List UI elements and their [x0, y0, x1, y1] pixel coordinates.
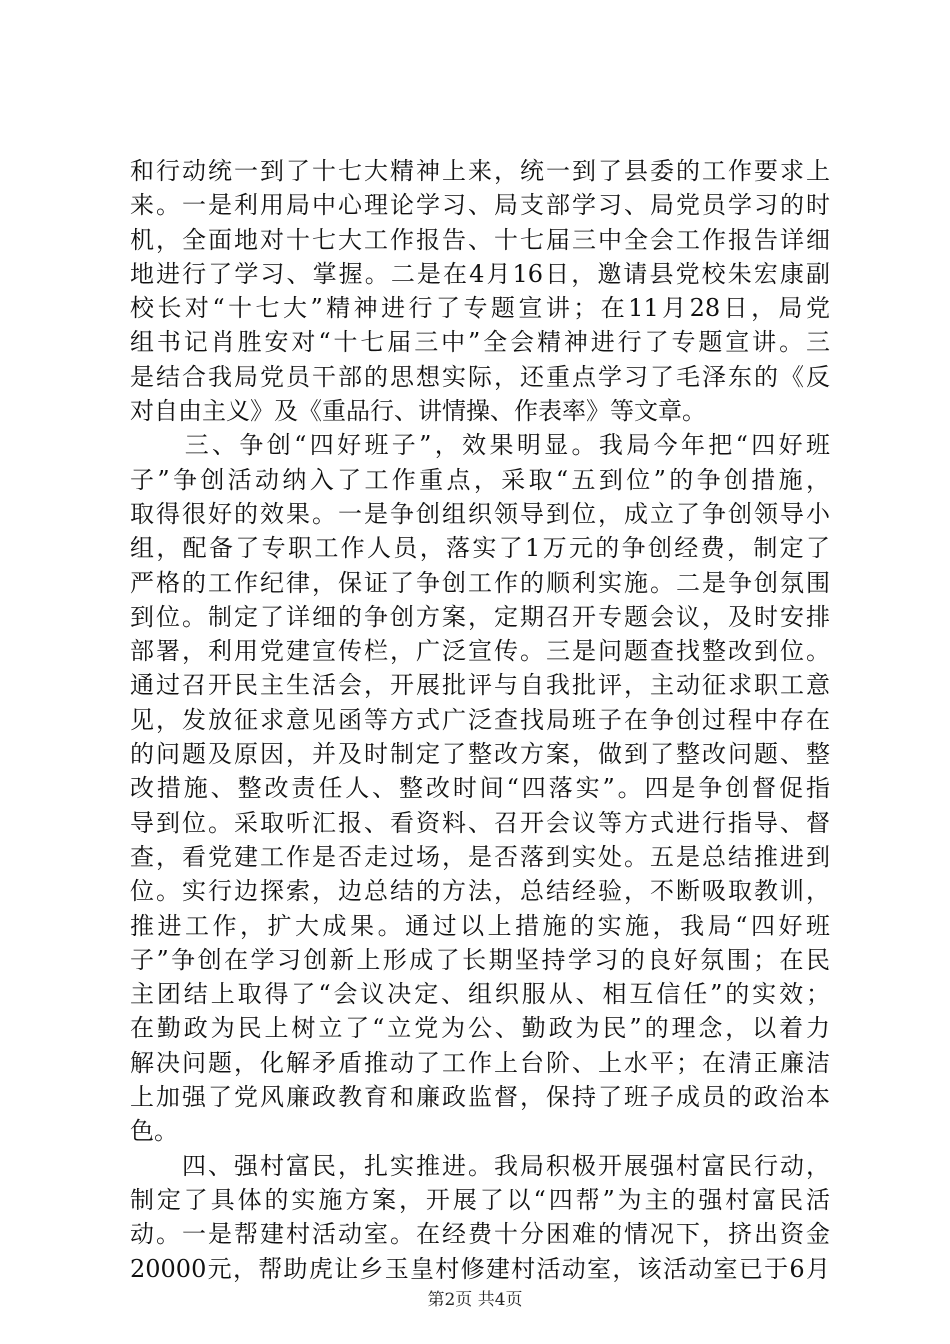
text-line: 四、强村富民，扎实推进。我局积极开展强村富民行动， — [130, 1151, 830, 1180]
text-line: 取得很好的效果。一是争创组织领导到位，成立了争创领导小 — [130, 499, 830, 528]
page-footer: 第2页 共4页 — [427, 1290, 523, 1310]
text-line: 色。 — [130, 1117, 178, 1146]
text-line: 组，配备了专职工作人员，落实了1万元的争创经费，制定了 — [130, 534, 830, 563]
text-line: 校长对“十七大”精神进行了专题宣讲；在11月28日，局党 — [130, 294, 830, 323]
text-line: 导到位。采取听汇报、看资料、召开会议等方式进行指导、督 — [130, 808, 830, 837]
text-line: 是结合我局党员干部的思想实际，还重点学习了毛泽东的《反 — [130, 362, 830, 391]
text-line: 组书记肖胜安对“十七届三中”全会精神进行了专题宣讲。三 — [130, 328, 830, 357]
text-line: 的问题及原因，并及时制定了整改方案，做到了整改问题、整 — [130, 740, 830, 769]
text-line: 子”争创活动纳入了工作重点，采取“五到位”的争创措施， — [130, 465, 830, 494]
text-line: 和行动统一到了十七大精神上来，统一到了县委的工作要求上 — [130, 157, 830, 185]
text-line: 严格的工作纪律，保证了争创工作的顺利实施。二是争创氛围 — [130, 568, 830, 597]
text-line: 部署，利用党建宣传栏，广泛宣传。三是问题查找整改到位。 — [130, 637, 830, 666]
text-line: 通过召开民主生活会，开展批评与自我批评，主动征求职工意 — [130, 671, 830, 700]
text-line: 地进行了学习、掌握。二是在4月16日，邀请县党校朱宏康副 — [130, 259, 830, 288]
text-line: 子”争创在学习创新上形成了长期坚持学习的良好氛围；在民 — [130, 945, 830, 974]
text-line: 解决问题，化解矛盾推动了工作上台阶、上水平；在清正廉洁 — [130, 1048, 830, 1077]
text-line: 到位。制定了详细的争创方案，定期召开专题会议，及时安排 — [130, 602, 830, 631]
text-line: 动。一是帮建村活动室。在经费十分困难的情况下，挤出资金 — [130, 1220, 830, 1249]
text-line: 见，发放征求意见函等方式广泛查找局班子在争创过程中存在 — [130, 705, 830, 734]
text-line: 位。实行边探索，边总结的方法，总结经验，不断吸取教训， — [130, 877, 830, 906]
text-line: 来。一是利用局中心理论学习、局支部学习、局党员学习的时 — [130, 191, 830, 220]
text-line: 制定了具体的实施方案，开展了以“四帮”为主的强村富民活 — [130, 1185, 830, 1214]
text-line: 在勤政为民上树立了“立党为公、勤政为民”的理念，以着力 — [130, 1014, 830, 1043]
text-line: 查，看党建工作是否走过场，是否落到实处。五是总结推进到 — [130, 842, 830, 871]
text-line: 推进工作，扩大成果。通过以上措施的实施，我局“四好班 — [130, 911, 830, 940]
document-body — [130, 154, 830, 1286]
text-line: 改措施、整改责任人、整改时间“四落实”。四是争创督促指 — [130, 774, 830, 803]
text-line: 机，全面地对十七大工作报告、十七届三中全会工作报告详细 — [130, 225, 830, 254]
text-line: 20000元，帮助虎让乡玉皇村修建村活动室，该活动室已于6月 — [130, 1254, 830, 1283]
text-line: 主团结上取得了“会议决定、组织服从、相互信任”的实效； — [130, 980, 830, 1009]
text-line: 三、争创“四好班子”，效果明显。我局今年把“四好班 — [130, 431, 830, 460]
text-line: 对自由主义》及《重品行、讲情操、作表率》等文章。 — [130, 397, 706, 426]
text-line: 上加强了党风廉政教育和廉政监督，保持了班子成员的政治本 — [130, 1083, 830, 1112]
